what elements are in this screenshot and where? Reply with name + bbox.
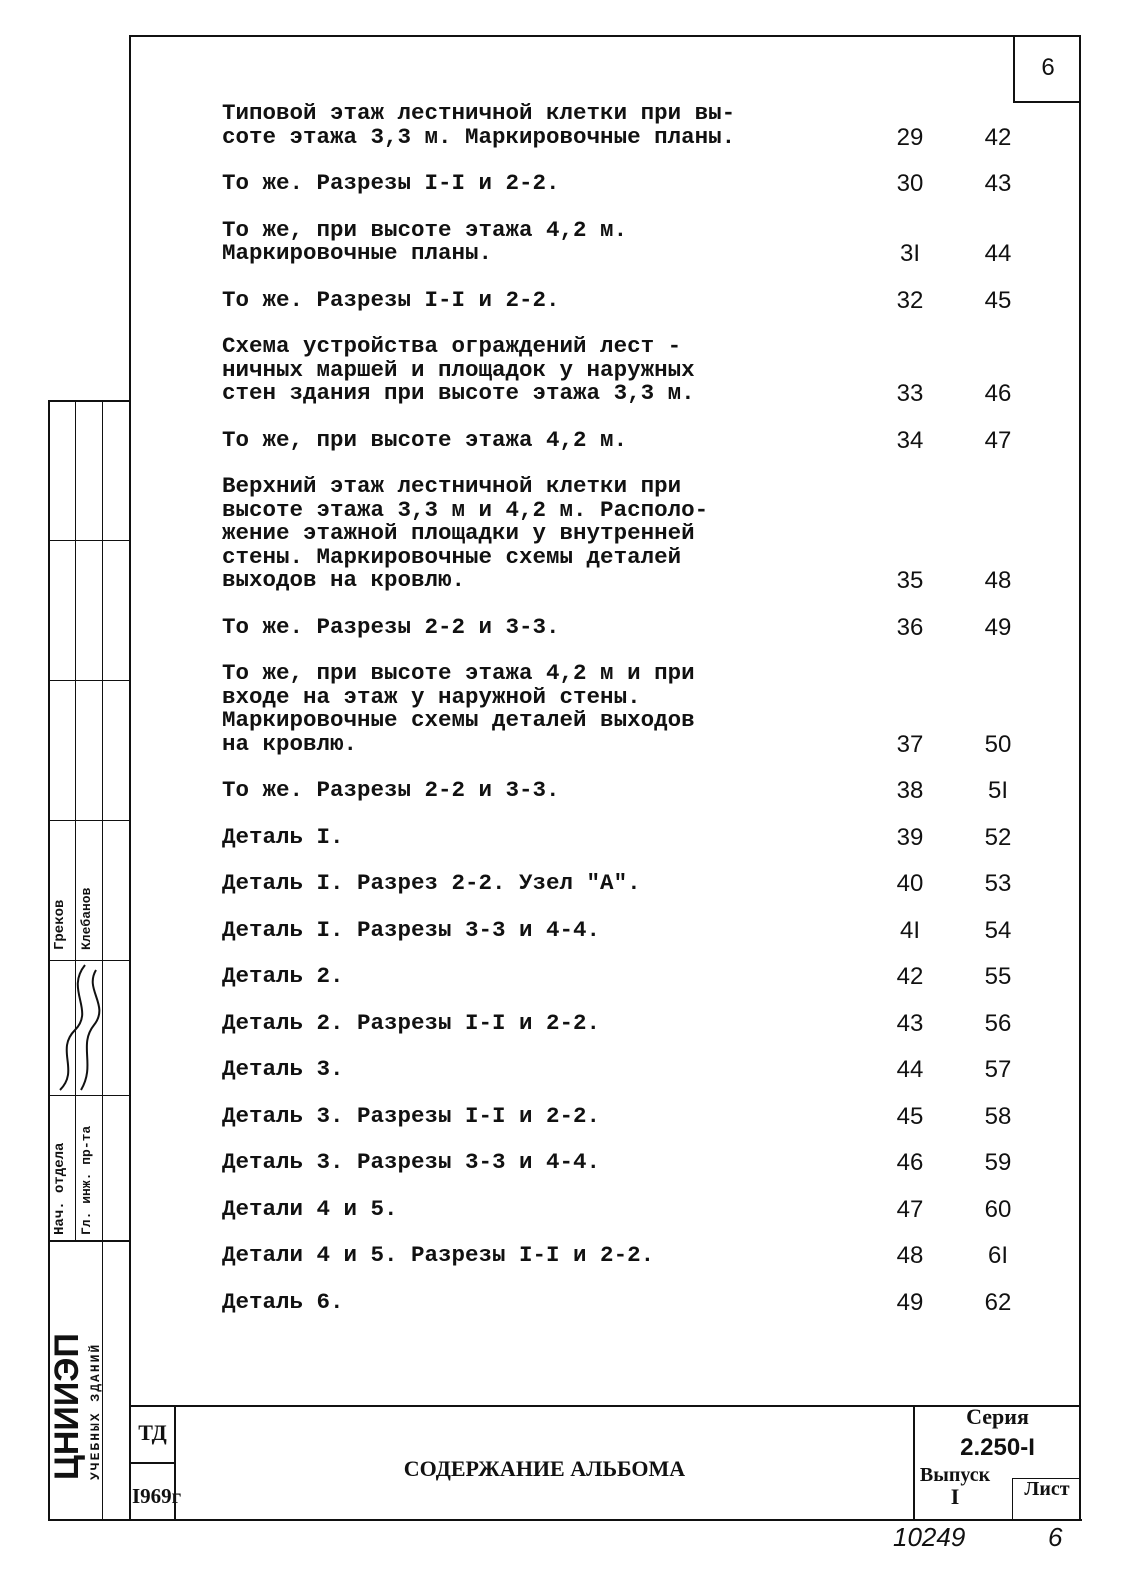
entry-sheet: 32	[896, 286, 924, 314]
entry-sheet: 39	[896, 823, 924, 851]
toc-entry	[222, 1009, 1042, 1037]
entry-sheet: 44	[896, 1056, 924, 1083]
frame-right	[1079, 35, 1081, 1521]
entry-title: Деталь I. Разрезы 3-3 и 4-4.	[222, 916, 601, 943]
toc-entry	[222, 426, 1042, 454]
toc-entry	[222, 965, 1042, 989]
name-2: Клебанов	[79, 887, 94, 950]
entry-page: 60	[984, 1195, 1012, 1223]
toc-entry	[222, 102, 1042, 149]
entry-title: То же, при высоте этажа 4,2 м. Маркировочные планы.	[222, 216, 628, 266]
entry-title: То же. Разрезы I-I и 2-2.	[222, 286, 560, 313]
entry-sheet: 34	[896, 426, 924, 454]
entry-page: 5I	[987, 777, 1008, 804]
entry-title: Верхний этаж лестничной клетки при высоте этажа 3,3 м и 4,2 м. Располо- жение этажной площадки у внутренней стены. Маркировочные схемы деталей выходов на кровлю.	[222, 473, 709, 593]
entry-page: 42	[984, 123, 1012, 151]
entry-sheet: 46	[896, 1149, 924, 1176]
signature-2	[76, 965, 102, 1095]
entry-title: Детали 4 и 5. Разрезы I-I и 2-2.	[222, 1242, 655, 1268]
entry-title: Деталь 3. Разрезы I-I и 2-2.	[222, 1102, 601, 1129]
album-title: СОДЕРЖАНИЕ АЛЬБОМА	[403, 1456, 686, 1481]
entry-page: 58	[984, 1102, 1012, 1130]
toc-entry	[222, 335, 1042, 406]
entry-title: Деталь 2. Разрезы I-I и 2-2.	[222, 1009, 601, 1036]
entry-sheet: 38	[896, 777, 924, 804]
entry-title: Деталь 6.	[222, 1288, 344, 1315]
toc-entry	[222, 779, 1042, 803]
entry-page: 57	[984, 1056, 1012, 1083]
entry-title: То же, при высоте этажа 4,2 м и при входе на этаж у наружной стены. Маркировочные схемы деталей выходов на кровлю.	[222, 660, 695, 757]
entry-page: 56	[984, 1009, 1012, 1037]
entry-title: Типовой этаж лестничной клетки при вы- соте этажа 3,3 м. Маркировочные планы.	[222, 100, 736, 150]
entry-page: 52	[984, 823, 1012, 851]
entry-sheet: 49	[896, 1288, 924, 1316]
entry-page: 48	[984, 567, 1012, 594]
series-label: Серия	[966, 1404, 1029, 1429]
toc-entry	[222, 1102, 1042, 1130]
entry-page: 54	[984, 916, 1012, 944]
entry-title: То же. Разрезы 2-2 и 3-3.	[222, 613, 560, 640]
toc-entry	[222, 1151, 1042, 1175]
entry-sheet: 37	[896, 730, 924, 758]
entry-sheet: 43	[896, 1009, 924, 1037]
entry-page: 55	[984, 963, 1012, 990]
entry-page: 62	[984, 1288, 1012, 1316]
entry-title: Деталь I.	[222, 823, 344, 850]
entry-title: Схема устройства ограждений лест - ничных маршей и площадок у наружных стен здания при высоте этажа 3,3 м.	[222, 333, 695, 406]
entry-title: Деталь I. Разрез 2-2. Узел "А".	[222, 870, 641, 896]
issue-label: Выпуск	[919, 1464, 991, 1486]
footer-sheet: 6	[1048, 1522, 1063, 1552]
entry-sheet: 4I	[899, 916, 920, 944]
entry-sheet: 29	[896, 123, 924, 151]
entry-sheet: 36	[896, 613, 924, 641]
toc-entry	[222, 1058, 1042, 1082]
entry-sheet: 47	[896, 1195, 924, 1223]
entry-title: Деталь 3. Разрезы 3-3 и 4-4.	[222, 1149, 601, 1175]
frame-top	[130, 35, 1080, 37]
toc-entry	[222, 475, 1042, 593]
entry-page: 49	[984, 613, 1012, 641]
sheet-label: Лист	[1024, 1478, 1070, 1500]
entry-page: 6I	[987, 1242, 1008, 1269]
entry-sheet: 45	[896, 1102, 924, 1130]
toc-entry	[222, 172, 1042, 196]
role-1: Нач. отдела	[52, 1142, 68, 1235]
entry-page: 46	[984, 380, 1012, 407]
entry-sheet: 30	[896, 170, 924, 197]
entry-page: 47	[984, 426, 1012, 454]
frame-left	[129, 35, 131, 1521]
toc-entry	[222, 1244, 1042, 1268]
entry-sheet: 33	[896, 380, 924, 407]
entry-title: То же. Разрезы 2-2 и 3-3.	[222, 777, 560, 803]
table-of-contents	[222, 102, 1042, 1337]
org-name: ЦНИИЭП	[48, 1333, 86, 1480]
entry-page: 44	[984, 240, 1012, 267]
toc-entry	[222, 1195, 1042, 1223]
entry-title: То же. Разрезы I-I и 2-2.	[222, 170, 560, 196]
toc-entry	[222, 662, 1042, 756]
entry-title: То же, при высоте этажа 4,2 м.	[222, 426, 628, 453]
page-number: 6	[1013, 35, 1081, 103]
doc-code: ТД	[138, 1420, 167, 1445]
entry-sheet: 48	[896, 1242, 924, 1269]
toc-entry	[222, 286, 1042, 314]
org-subtitle: УЧЕБНЫХ ЗДАНИЙ	[88, 1342, 103, 1480]
entry-sheet: 42	[896, 963, 924, 990]
entry-title: Детали 4 и 5.	[222, 1195, 398, 1222]
toc-entry	[222, 613, 1042, 641]
toc-entry	[222, 916, 1042, 944]
entry-title: Деталь 3.	[222, 1056, 344, 1082]
toc-entry	[222, 1288, 1042, 1316]
issue-value: I	[950, 1484, 960, 1509]
entry-page: 50	[984, 730, 1012, 758]
toc-entry	[222, 823, 1042, 851]
entry-sheet: 40	[896, 870, 924, 897]
entry-sheet: 35	[896, 567, 924, 594]
archive-number: 10249	[893, 1522, 966, 1552]
frame-bottom	[48, 1519, 1082, 1521]
entry-page: 45	[984, 286, 1012, 314]
entry-title: Деталь 2.	[222, 963, 344, 989]
entry-sheet: 3I	[899, 240, 920, 267]
name-1: Греков	[52, 899, 68, 950]
entry-page: 59	[984, 1149, 1012, 1176]
year: I969г	[132, 1484, 182, 1508]
toc-entry	[222, 872, 1042, 896]
entry-page: 43	[984, 170, 1012, 197]
toc-entry	[222, 216, 1042, 267]
entry-page: 53	[984, 870, 1012, 897]
role-2: Гл. инж. пр-та	[79, 1125, 94, 1235]
series-value: 2.250-I	[960, 1434, 1035, 1461]
